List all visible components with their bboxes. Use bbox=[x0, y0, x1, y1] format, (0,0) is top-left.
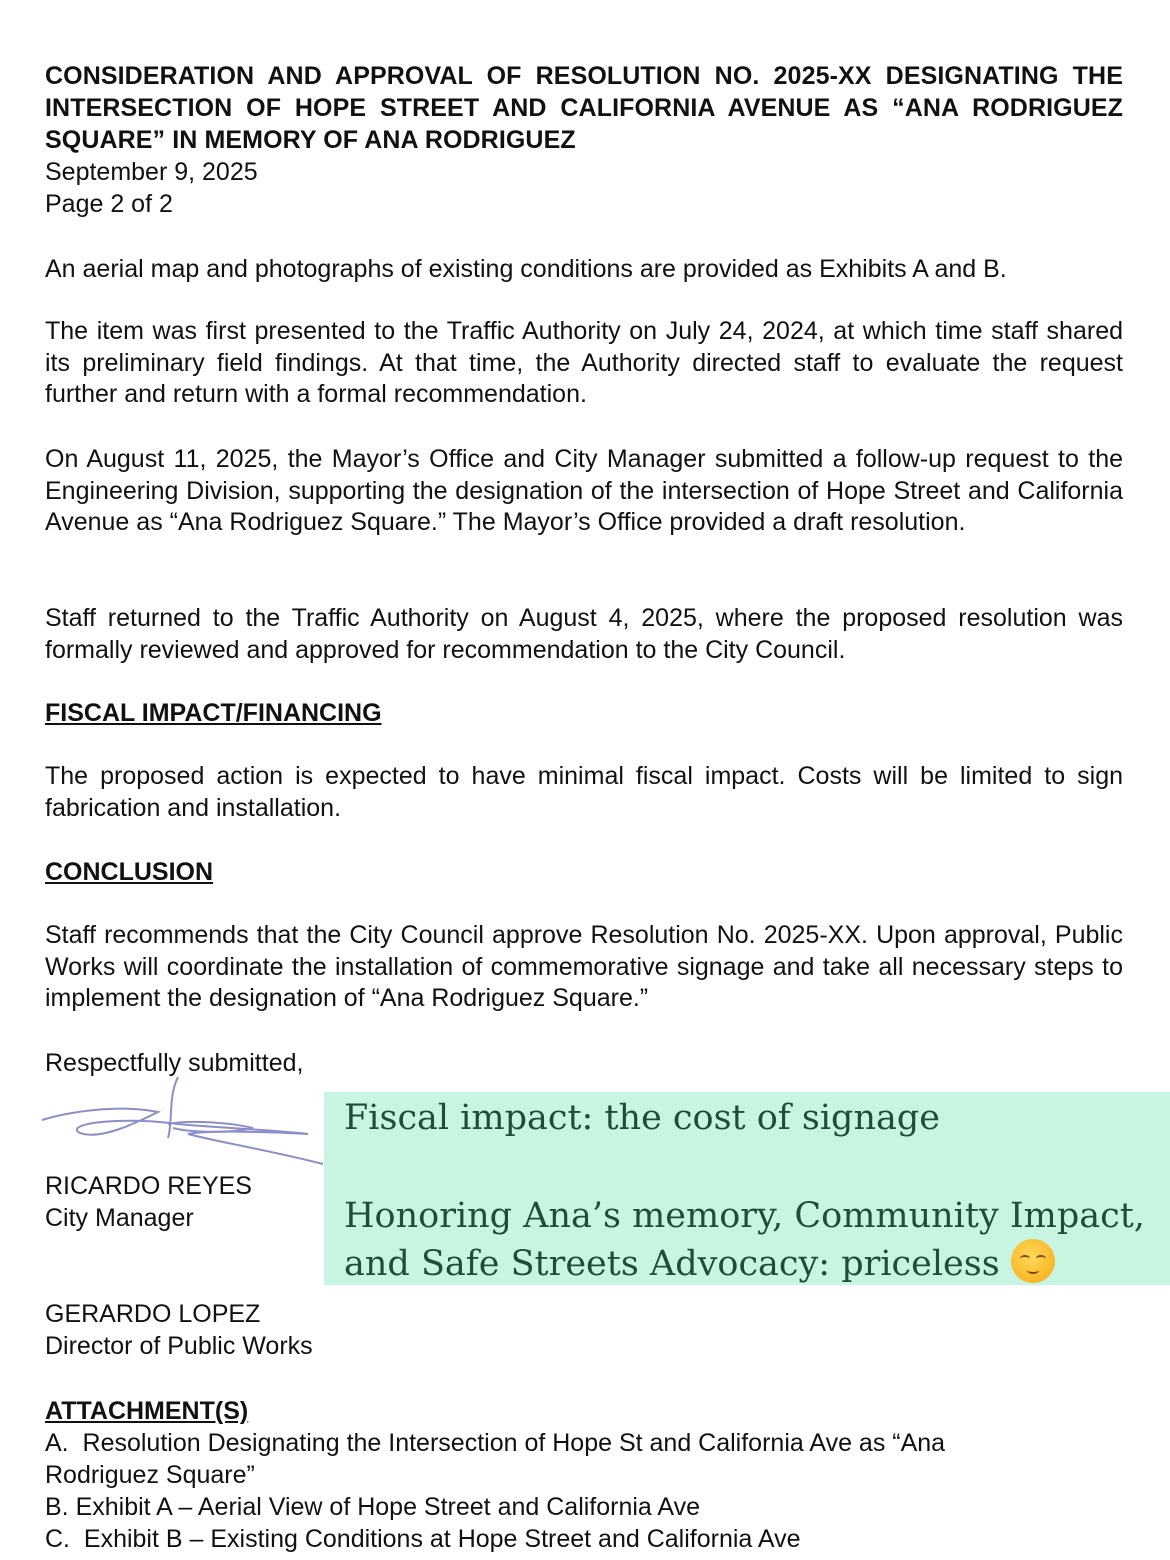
document-page bbox=[45, 60, 1123, 220]
attachment-item: C. Exhibit B – Existing Conditions at Hope Street and California Ave bbox=[45, 1525, 801, 1553]
signatory-name: RICARDO REYES bbox=[45, 1172, 252, 1200]
signatory-title: City Manager bbox=[45, 1204, 194, 1232]
page-number: Page 2 of 2 bbox=[45, 190, 173, 218]
signatory-name: GERARDO LOPEZ bbox=[45, 1300, 261, 1328]
signatory-title: Director of Public Works bbox=[45, 1332, 313, 1360]
signatory-2 bbox=[45, 1298, 313, 1362]
paragraph-exhibits: An aerial map and photographs of existing conditions are provided as Exhibits A and B. bbox=[45, 255, 1007, 283]
attachments-heading: ATTACHMENT(S) bbox=[45, 1397, 249, 1425]
attachments-section bbox=[45, 1395, 1145, 1555]
relieved-face-icon bbox=[1011, 1239, 1055, 1283]
attachment-item: B. Exhibit A – Aerial View of Hope Street and California Ave bbox=[45, 1493, 701, 1521]
overlay-line-1: Fiscal impact: the cost of signage bbox=[344, 1098, 940, 1138]
paragraph-staff-returned: Staff returned to the Traffic Authority on August 4, 2025, where the proposed resolution was formally reviewed and approved for recommendation to the City Council. bbox=[45, 604, 1123, 664]
overlay-line-2: Honoring Ana’s memory, Community Impact, bbox=[344, 1196, 1145, 1236]
signature-icon bbox=[38, 1072, 328, 1172]
attachment-item-continued: Rodriguez Square” bbox=[45, 1461, 255, 1489]
document-title: CONSIDERATION AND APPROVAL OF RESOLUTION NO. 2025-XX DESIGNATING THE INTERSECTION OF HOPE STREET AND CALIFORNIA AVENUE AS “ANA RODRIGUEZ SQUARE” IN MEMORY OF ANA RODRIGUEZ bbox=[45, 62, 1123, 154]
paragraph-traffic-authority: The item was first presented to the Traffic Authority on July 24, 2024, at which time staff shared its preliminary field findings. At that time, the Authority directed staff to evaluate the request further and return with a formal recommendation. bbox=[45, 317, 1123, 408]
paragraph-mayor-request: On August 11, 2025, the Mayor’s Office and City Manager submitted a follow-up request to the Engineering Division, supporting the designation of the intersection of Hope Street and California Avenue as “Ana Rodriguez Square.” The Mayor’s Office provided a draft resolution. bbox=[45, 445, 1123, 536]
attachment-item: A. Resolution Designating the Intersection of Hope St and California Ave as “Ana bbox=[45, 1429, 946, 1457]
commentary-overlay bbox=[324, 1092, 1170, 1285]
signatory-1 bbox=[45, 1170, 252, 1234]
overlay-line-3 bbox=[344, 1239, 1055, 1287]
fiscal-heading: FISCAL IMPACT/FINANCING bbox=[45, 699, 382, 727]
conclusion-heading: CONCLUSION bbox=[45, 858, 214, 886]
closing-text: Respectfully submitted, bbox=[45, 1049, 304, 1077]
document-date: September 9, 2025 bbox=[45, 158, 258, 186]
overlay-line-3-text: and Safe Streets Advocacy: priceless bbox=[344, 1244, 1000, 1284]
fiscal-text: The proposed action is expected to have minimal fiscal impact. Costs will be limited to sign fabrication and installation. bbox=[45, 762, 1123, 822]
conclusion-text: Staff recommends that the City Council approve Resolution No. 2025-XX. Upon approval, Public Works will coordinate the installation of commemorative signage and take all necessary steps to implement the designation of “Ana Rodriguez Square.” bbox=[45, 921, 1123, 1012]
